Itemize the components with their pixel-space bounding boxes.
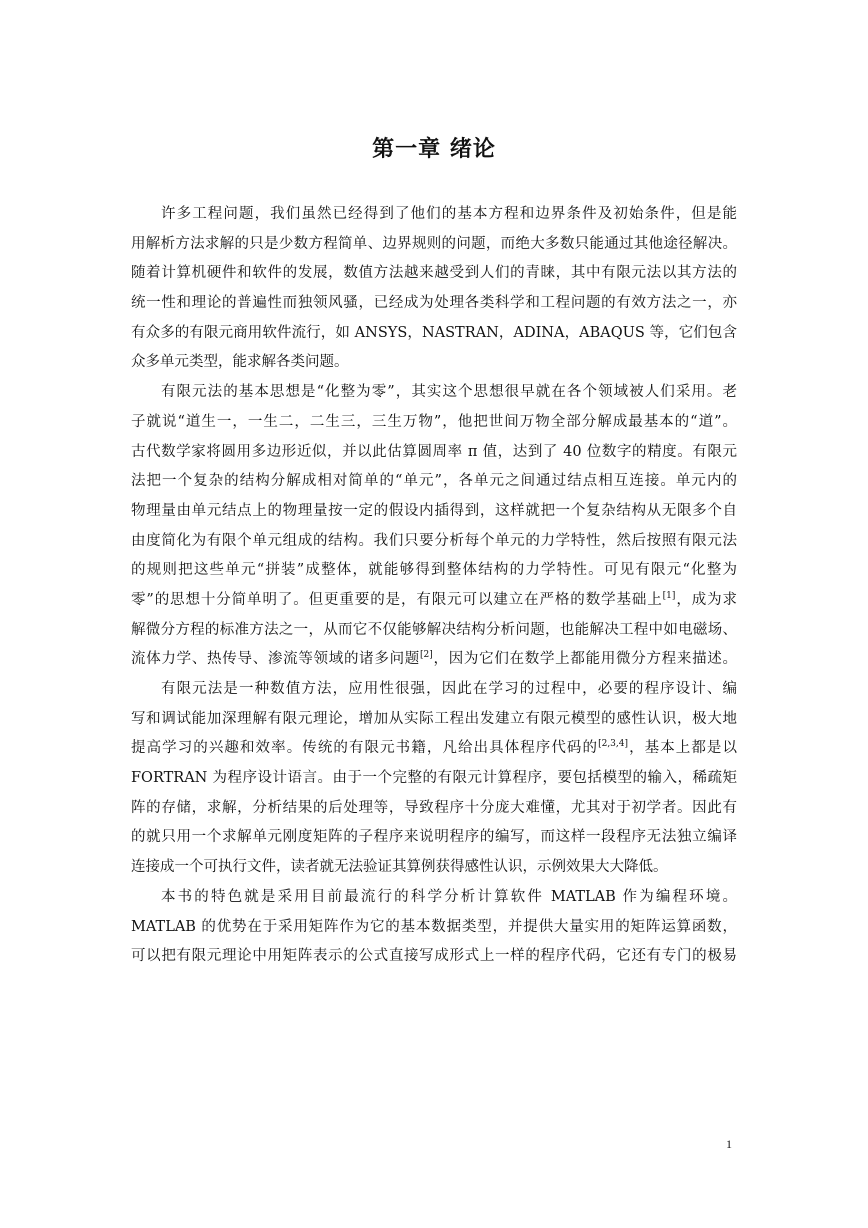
text-line: 提高学习的兴趣和效率。传统的有限元书籍，凡给出具体程序代码的[2,3,4]，基本上都是以 [131,739,738,757]
text-line: 古代数学家将圆用多边形近似，并以此估算圆周率 π 值，达到了 40 位数字的精度。有限元 [131,443,737,460]
text-line: 法把一个复杂的结构分解成相对简单的“单元”，各单元之间通过结点相互连接。单元内的 [131,473,737,490]
text-line: 由度简化为有限个单元组成的结构。我们只要分析每个单元的力学特性，然后按照有限元法 [131,532,737,549]
text-line: 本书的特色就是采用目前最流行的科学分析计算软件 MATLAB 作为编程环境。 [161,888,737,905]
text-line: 流体力学、热传导、渗流等领域的诸多问题[2]，因为它们在数学上都能用微分方程来描述。 [131,650,738,668]
text-line: 众多单元类型，能求解各类问题。 [131,354,349,371]
text-line: 解微分方程的标准方法之一，从而它不仅能够解决结构分析问题，也能解决工程中如电磁场、 [131,621,737,638]
body-text [131,200,737,972]
text-line: 可以把有限元理论中用矩阵表示的公式直接写成形式上一样的程序代码，它还有专门的极易 [131,948,737,965]
text-line: 零”的思想十分简单明了。但更重要的是，有限元可以建立在严格的数学基础上[1]，成为求 [131,591,737,608]
text-line: 物理量由单元结点上的物理量按一定的假设内插得到，这样就把一个复杂结构从无限多个自 [131,502,737,519]
text-line: 阵的存储，求解，分析结果的后处理等，导致程序十分庞大难懂，尤其对于初学者。因此有 [131,799,737,816]
page-number: 1 [726,1137,732,1151]
text-line: FORTRAN 为程序设计语言。由于一个完整的有限元计算程序，要包括模型的输入，稀疏矩 [131,770,737,787]
text-line: 随着计算机硬件和软件的发展，数值方法越来越受到人们的青睐，其中有限元法以其方法的 [131,265,737,282]
text-line: 有众多的有限元商用软件流行，如 ANSYS，NASTRAN，ADINA，ABAQUS 等，它们包含 [131,324,737,341]
text-line: 有限元法的基本思想是“化整为零”，其实这个思想很早就在各个领域被人们采用。老 [161,384,737,401]
chapter-title: 第一章 绪论 [372,137,496,162]
text-line: 许多工程问题，我们虽然已经得到了他们的基本方程和边界条件及初始条件，但是能 [161,206,737,222]
text-line: MATLAB 的优势在于采用矩阵作为它的基本数据类型，并提供大量实用的矩阵运算函数， [131,918,737,935]
text-line: 子就说“道生一，一生二，二生三，三生万物”，他把世间万物全部分解成最基本的“道”。 [131,413,737,430]
text-line: 的就只用一个求解单元刚度矩阵的子程序来说明程序的编写，而这样一段程序无法独立编译 [131,829,737,846]
text-line: 有限元法是一种数值方法，应用性很强，因此在学习的过程中，必要的程序设计、编 [161,681,737,697]
text-line: 用解析方法求解的只是少数方程简单、边界规则的问题，而绝大多数只能通过其他途径解决。 [131,235,737,252]
text-line: 统一性和理论的普遍性而独领风骚，已经成为处理各类科学和工程问题的有效方法之一，亦 [131,295,737,312]
text-line: 的规则把这些单元“拼装”成整体，就能够得到整体结构的力学特性。可见有限元“化整为 [131,562,737,579]
text-line: 写和调试能加深理解有限元理论，增加从实际工程出发建立有限元模型的感性认识，极大地 [131,710,737,727]
text-line: 连接成一个可执行文件，读者就无法验证其算例获得感性认识，示例效果大大降低。 [131,859,668,876]
